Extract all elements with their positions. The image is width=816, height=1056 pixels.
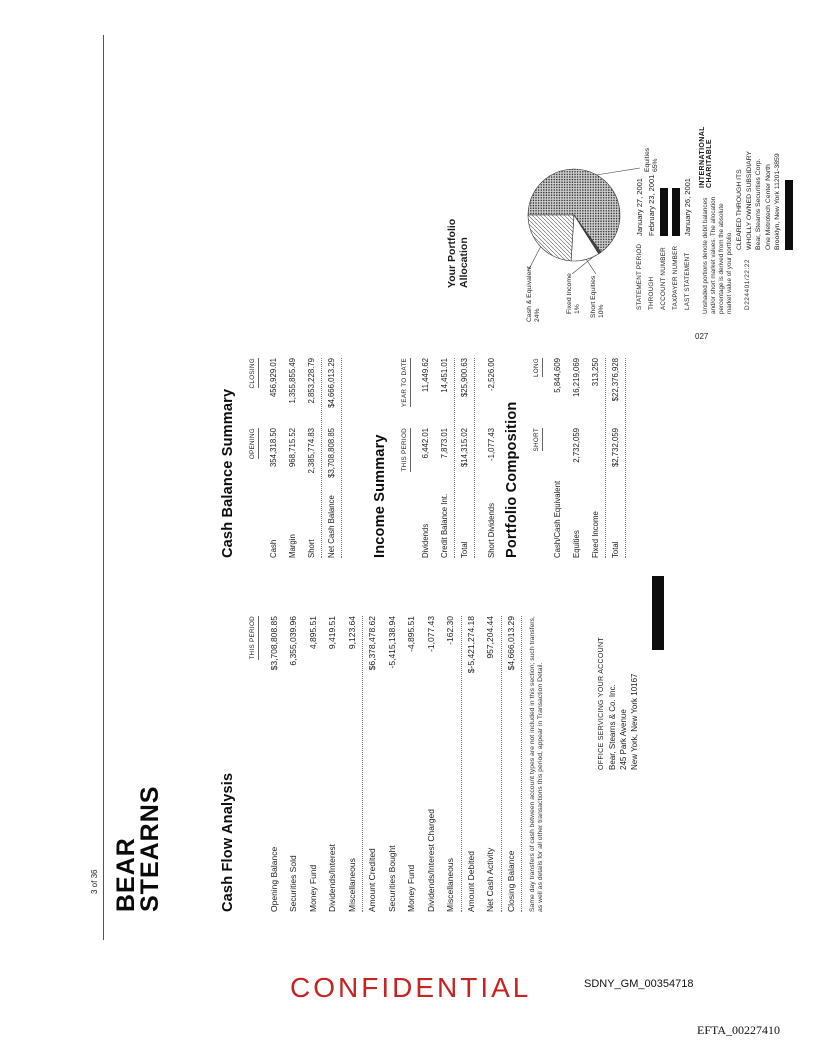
portfolio-composition-table <box>548 358 626 558</box>
row-value-1: 2,385,774.83 <box>307 428 316 474</box>
meta-row <box>634 130 646 310</box>
table-row <box>501 616 523 912</box>
row-value-1: 7,873.01 <box>440 428 449 459</box>
pie-label-cash-equivalent: Cash & Equivalent 24% <box>526 266 541 322</box>
table-row <box>435 358 454 558</box>
row-label: Net Cash Activity <box>485 847 495 912</box>
row-label: Total <box>460 541 469 558</box>
row-label: Dividends/Interest Charged <box>425 808 436 912</box>
table-row <box>416 358 435 558</box>
table-row <box>548 358 567 558</box>
bates-number-efta: EFTA_00227410 <box>697 1023 781 1037</box>
cash-flow-footnote: Same day transfers of cash between account types are not included in this section; such transfers, as well as details for all other transactions this period, appear in Transaction Detail. <box>529 616 545 912</box>
row-value-2: 11,449.62 <box>421 358 430 393</box>
cash-balance-table <box>264 358 342 558</box>
row-value-2: 2,853,228.79 <box>307 358 316 404</box>
row-value: 957,204.44 <box>485 616 495 659</box>
top-rule <box>103 35 104 940</box>
meta-label: TAXPAYER NUMBER <box>672 245 679 310</box>
row-label: Short Dividends <box>487 502 496 558</box>
income-summary-table <box>416 358 501 558</box>
row-value-2: 313,250 <box>591 358 600 387</box>
row-value: -5,415,138.94 <box>386 616 397 669</box>
column-header: THIS PERIOD <box>250 616 259 660</box>
meta-value: February 23, 2001 <box>647 174 656 236</box>
address-line: CLEARED THROUGH ITS <box>736 169 743 250</box>
portfolio-composition-section <box>504 358 626 558</box>
row-value-1: $14,315.02 <box>460 428 469 468</box>
sheet-page-number: 3 of 36 <box>90 869 99 894</box>
table-row <box>402 616 422 912</box>
row-value-2: $22,376,928 <box>611 358 620 402</box>
row-value-2: 5,844,609 <box>553 358 562 393</box>
table-row <box>567 358 586 558</box>
column-headers <box>394 358 413 558</box>
logo-line-1: BEAR <box>112 837 140 912</box>
account-meta-rows <box>634 130 694 310</box>
table-row <box>323 616 343 912</box>
account-name: INTERNATIONAL CHARITABLE <box>699 126 713 188</box>
row-value: $4,666,013.29 <box>505 616 516 671</box>
row-value: -1,077.43 <box>425 616 436 652</box>
column-header: YEAR TO DATE <box>402 358 411 407</box>
pie-label-equities: Equities 65% <box>644 147 659 172</box>
row-value-1: 2,732,059 <box>572 428 581 463</box>
table-row <box>586 358 605 558</box>
production-number: 027 <box>695 332 709 341</box>
row-label: Margin <box>288 534 297 558</box>
row-value: 6,355,039.96 <box>288 616 298 666</box>
row-value-2: 1,355,855.49 <box>288 358 297 404</box>
table-row <box>482 358 501 558</box>
section-title: Income Summary <box>372 434 388 558</box>
meta-value: January 26, 2001 <box>683 178 692 236</box>
income-summary-section <box>372 358 501 558</box>
row-label: Closing Balance <box>505 850 516 912</box>
row-value-1: 968,715.52 <box>288 428 297 468</box>
table-row <box>343 616 363 912</box>
row-label: Cash <box>269 539 278 558</box>
print-timestamp-code: D224401/22:22 <box>744 259 751 310</box>
row-label: Securities Bought <box>386 845 397 912</box>
meta-label: LAST STATEMENT <box>684 252 691 310</box>
row-label: Amount Debited <box>465 851 476 912</box>
table-row <box>441 616 461 912</box>
row-label: Dividends <box>421 523 430 558</box>
row-value-2: 456,929.01 <box>269 358 278 398</box>
address-line: Bear, Stearns Securities Corp. <box>755 158 762 250</box>
statement-sheet <box>90 20 800 1010</box>
row-label: Fixed Income <box>591 511 600 558</box>
table-row <box>461 616 482 912</box>
column-headers <box>526 358 545 558</box>
column-headers <box>242 616 262 912</box>
bear-stearns-logo <box>114 786 162 912</box>
row-value: $6,378,478.62 <box>367 616 377 671</box>
row-value-2: $4,666,013.29 <box>327 358 336 408</box>
portfolio-allocation-title: Your Portfolio Allocation <box>446 218 470 288</box>
row-label: Net Cash Balance <box>327 495 336 558</box>
row-value: 4,895.51 <box>307 616 318 650</box>
meta-label: ACCOUNT NUMBER <box>660 247 667 310</box>
table-row <box>304 616 324 912</box>
column-header: THIS PERIOD <box>402 428 411 472</box>
account-meta-block <box>634 130 694 310</box>
cash-flow-table <box>265 616 523 912</box>
column-header: CLOSING <box>250 358 259 388</box>
address-line: WHOLLY OWNED SUBSIDIARY <box>745 151 753 250</box>
row-value-2: -2,526.00 <box>487 358 496 391</box>
row-label: Cash/Cash Equivalent <box>553 480 562 558</box>
row-value-1: 354,318.50 <box>269 428 278 468</box>
column-header: SHORT <box>534 428 543 451</box>
table-row <box>481 616 501 912</box>
meta-label: STATEMENT PERIOD <box>636 243 643 310</box>
table-row <box>605 358 626 558</box>
meta-row <box>646 130 658 310</box>
row-label: Miscellaneous <box>346 858 357 912</box>
cash-flow-analysis-section <box>220 616 553 912</box>
row-value-1: $3,708,808.85 <box>327 428 336 478</box>
meta-row <box>670 130 682 310</box>
cleared-through-lines <box>735 64 783 250</box>
row-value-1: 6,442.01 <box>421 428 430 459</box>
section-title: Cash Balance Summary <box>220 388 236 558</box>
leader-line-short-equities <box>586 259 596 274</box>
table-row <box>284 616 304 912</box>
row-value-1: $2,732,059 <box>611 428 620 468</box>
row-value-2: $25,900.63 <box>460 358 469 398</box>
meta-label: THROUGH <box>648 276 655 310</box>
row-label: Miscellaneous <box>445 858 455 912</box>
row-label: Securities Sold <box>288 855 298 912</box>
row-value: -4,895.51 <box>406 616 416 652</box>
table-row <box>321 358 342 558</box>
office-servicing-address <box>607 560 640 770</box>
confidential-stamp: CONFIDENTIAL <box>290 972 532 1003</box>
row-label: Opening Balance <box>268 846 279 912</box>
cash-balance-summary-section <box>220 358 342 558</box>
table-row <box>362 616 383 912</box>
row-value-2: 14,451.01 <box>440 358 449 393</box>
office-servicing-heading: OFFICE SERVICING YOUR ACCOUNT <box>598 637 605 770</box>
row-label: Dividends/Interest <box>327 843 337 912</box>
table-row <box>454 358 475 558</box>
row-label: Money Fund <box>406 864 416 912</box>
table-row <box>383 616 403 912</box>
row-value: 9,419.51 <box>327 616 337 650</box>
column-headers <box>242 358 261 558</box>
address-line: Bear, Stearns & Co. Inc. <box>608 684 617 770</box>
table-row <box>265 616 285 912</box>
meta-row <box>682 130 694 310</box>
row-value: 9,123.64 <box>346 616 357 650</box>
section-title: Portfolio Composition <box>504 401 520 558</box>
row-label: Short <box>307 539 316 558</box>
meta-value <box>660 188 668 236</box>
redaction-bar <box>652 576 664 650</box>
allocation-footnote: Unshaded portions denote debit balances and/or short market values. The allocation percentage is derived from the absolute market value of your portfolio. <box>702 196 733 314</box>
row-label: Money Fund <box>307 864 318 912</box>
meta-row <box>658 130 670 310</box>
table-row <box>422 616 442 912</box>
pie-label-fixed-income: Fixed Income 1% <box>566 273 581 314</box>
redaction-bar <box>785 180 793 250</box>
pie-label-short-equities: Short Equities 10% <box>590 275 605 318</box>
table-row <box>264 358 283 558</box>
logo-line-2: STEARNS <box>136 785 164 912</box>
section-title: Cash Flow Analysis <box>220 772 236 912</box>
meta-value: January 27, 2001 <box>635 178 644 236</box>
row-label: Credit Balance Int. <box>440 493 449 558</box>
address-line: One Metrotech Center North <box>764 164 772 250</box>
address-line: New York, New York 10167 <box>630 673 639 770</box>
row-label: Equities <box>572 530 581 558</box>
row-value-2: 16,219,069 <box>572 358 581 398</box>
column-header: OPENING <box>250 428 259 459</box>
meta-value <box>672 188 680 236</box>
row-value-1: -1,077.43 <box>487 428 496 461</box>
bates-number-sdny: SDNY_GM_00354718 <box>584 978 694 990</box>
row-value: -162.30 <box>445 616 455 645</box>
office-servicing-block <box>596 560 640 770</box>
column-header: LONG <box>534 358 543 377</box>
row-label: Amount Credited <box>367 848 377 912</box>
table-row <box>283 358 302 558</box>
row-label: Total <box>611 541 620 558</box>
row-value: $-5,421,274.18 <box>465 616 476 674</box>
table-row <box>302 358 321 558</box>
row-value: $3,708,808.85 <box>268 616 279 671</box>
cleared-through-block <box>735 64 793 250</box>
address-line: Brooklyn, New York 11201-3859 <box>774 153 781 250</box>
address-line: 245 Park Avenue <box>619 709 628 770</box>
